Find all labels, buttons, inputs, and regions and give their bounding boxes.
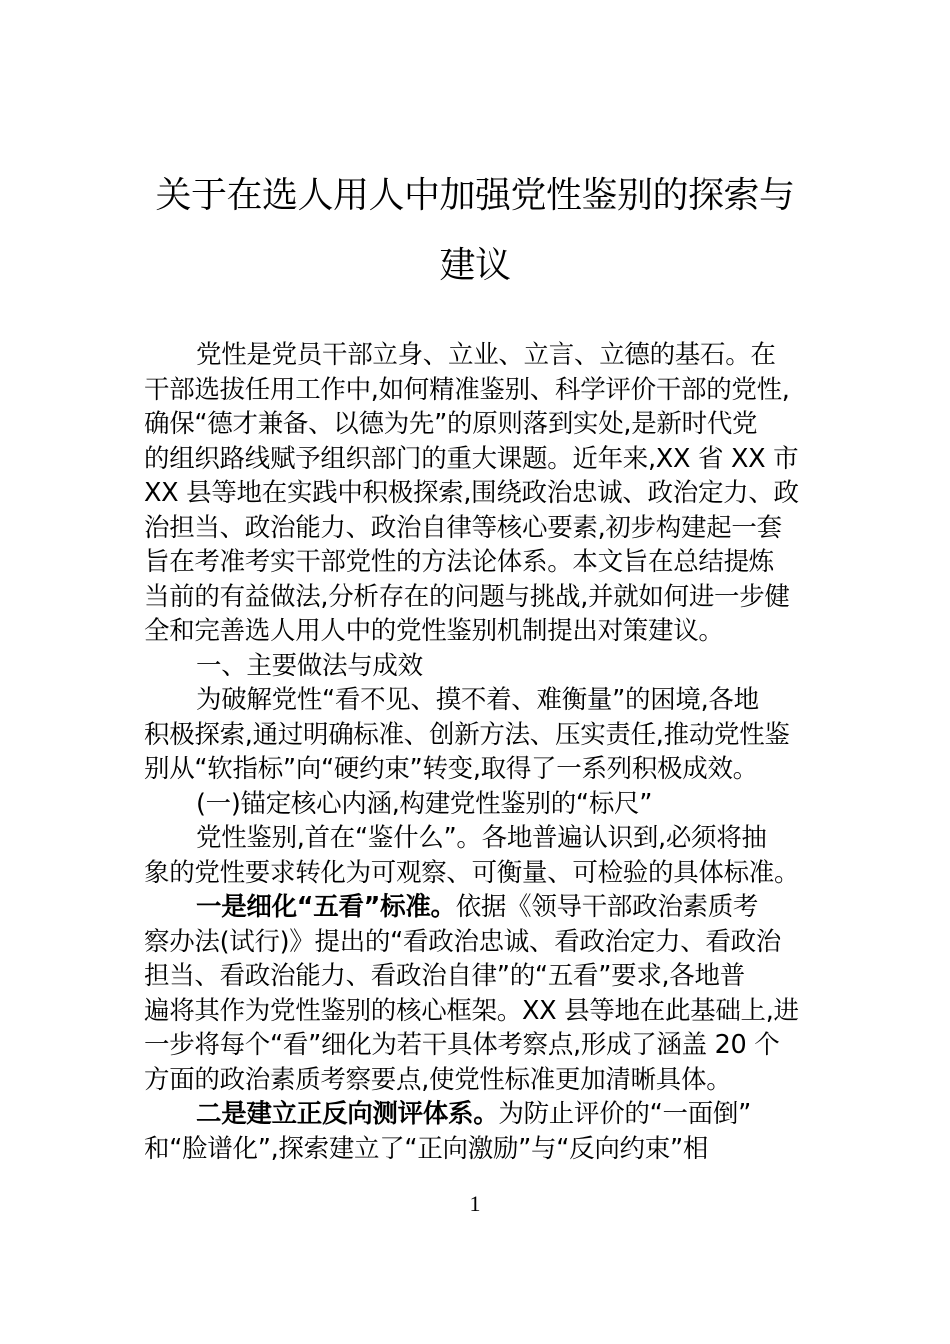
paragraph-line: 遍将其作为党性鉴别的核心框架。XX 县等地在此基础上,进 — [144, 995, 799, 1026]
document-title-line-1: 关于在选人用人中加强党性鉴别的探索与 — [155, 175, 795, 216]
paragraph-line: 确保“德才兼备、以德为先”的原则落到实处,是新时代党 — [144, 409, 758, 439]
paragraph-line — [144, 1099, 808, 1134]
document-body — [144, 340, 808, 1168]
bold-lead: 二是建立正反向测评体系。 — [196, 1099, 499, 1129]
paragraph-line: 察办法(试行)》提出的“看政治忠诚、看政治定力、看政治 — [144, 926, 782, 957]
paragraph-text: 依据《领导干部政治素质考 — [455, 892, 759, 922]
paragraph-line: 和“脸谱化”,探索建立了“正向激励”与“反向约束”相 — [144, 1133, 709, 1164]
paragraph-line: 一步将每个“看”细化为若干具体考察点,形成了涵盖 20 个 — [144, 1030, 780, 1060]
paragraph-line: 全和完善选人用人中的党性鉴别机制提出对策建议。 — [144, 616, 724, 646]
paragraph-text: 为防止评价的“一面倒” — [498, 1099, 752, 1129]
paragraph-line: 当前的有益做法,分析存在的问题与挑战,并就如何进一步健 — [144, 581, 790, 612]
paragraph-line: 旨在考准考实干部党性的方法论体系。本文旨在总结提炼 — [144, 547, 775, 577]
paragraph-line — [144, 892, 808, 927]
page-number: 1 — [469, 1191, 481, 1216]
paragraph-line: 方面的政治素质考察要点,使党性标准更加清晰具体。 — [144, 1064, 732, 1095]
paragraph-line: 的组织路线赋予组织部门的重大课题。近年来,XX 省 XX 市 — [144, 443, 799, 474]
paragraph-line: 党性鉴别,首在“鉴什么”。各地普遍认识到,必须将抽 — [196, 823, 767, 853]
section-heading: 一、主要做法与成效 — [196, 650, 423, 681]
document-title-line-2: 建议 — [439, 245, 511, 286]
paragraph-line: 积极探索,通过明确标准、创新方法、压实责任,推动党性鉴 — [144, 719, 790, 750]
paragraph-line: 担当、看政治能力、看政治自律”的“五看”要求,各地普 — [144, 961, 745, 991]
bold-lead: 一是细化“五看”标准。 — [196, 892, 456, 922]
paragraph-line: XX 县等地在实践中积极探索,围绕政治忠诚、政治定力、政 — [144, 478, 799, 508]
paragraph-line: 党性是党员干部立身、立业、立言、立德的基石。在 — [196, 340, 776, 370]
paragraph-line: 象的党性要求转化为可观察、可衡量、可检验的具体标准。 — [144, 857, 800, 888]
paragraph-line: 干部选拔任用工作中,如何精准鉴别、科学评价干部的党性, — [144, 374, 790, 405]
paragraph-line: 别从“软指标”向“硬约束”转变,取得了一系列积极成效。 — [144, 754, 758, 784]
paragraph-line: 为破解党性“看不见、摸不着、难衡量”的困境,各地 — [196, 685, 759, 715]
subsection-heading: (一)锚定核心内涵,构建党性鉴别的“标尺” — [196, 788, 653, 819]
paragraph-line: 治担当、政治能力、政治自律等核心要素,初步构建起一套 — [144, 512, 782, 543]
